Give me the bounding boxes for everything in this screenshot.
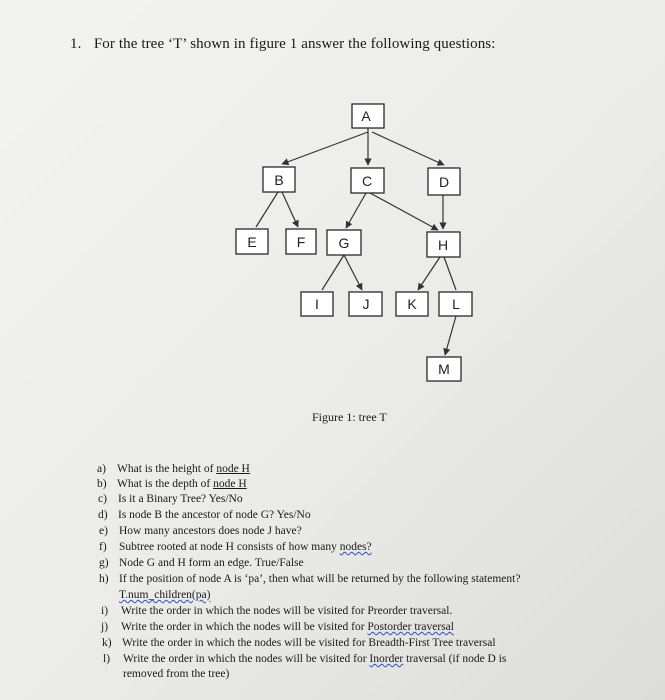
node-m — [427, 357, 461, 381]
figure-caption: Figure 1: tree T — [312, 410, 387, 424]
subquestion-e: e) How many ancestors does node J have? — [99, 525, 302, 537]
edge-c-g — [346, 193, 366, 228]
node-j-label: J — [362, 296, 370, 312]
subquestion-g: g) Node G and H form an edge. True/False — [99, 557, 304, 569]
edge-h-k — [418, 257, 440, 290]
question-text: For the tree ‘T’ shown in figure 1 answer the following questions: — [93, 36, 496, 52]
subquestion-l-continued: removed from the tree) — [123, 668, 230, 680]
node-b-label: B — [274, 172, 284, 188]
node-e — [236, 229, 268, 254]
edge-b-f — [282, 192, 298, 227]
subquestion-j: j) Write the order in which the nodes will be visited for Postorder traversal — [101, 621, 454, 633]
subquestion-b: b) What is the depth of node H — [97, 478, 247, 490]
node-l-label: L — [452, 296, 460, 312]
node-g-label: G — [338, 235, 350, 251]
node-a-label: A — [361, 108, 371, 124]
subquestion-k: k) Write the order in which the nodes will be visited for Breadth-First Tree traversal — [102, 637, 496, 649]
node-d-label: D — [438, 174, 450, 190]
edge-g-i — [322, 255, 344, 290]
edge-a-b — [282, 132, 368, 164]
node-m-label: M — [438, 361, 450, 377]
subquestion-l: l) Write the order in which the nodes will be visited for Inorder traversal (if node D is — [103, 653, 507, 665]
node-g — [327, 230, 361, 255]
edge-a-d — [372, 132, 444, 165]
subquestion-c: c) Is it a Binary Tree? Yes/No — [98, 493, 243, 505]
node-f — [286, 229, 316, 254]
node-j — [349, 292, 382, 316]
node-l — [439, 292, 472, 316]
node-f-label: F — [296, 234, 306, 250]
node-i-label: I — [315, 296, 319, 312]
node-h-label: H — [437, 237, 449, 253]
node-k — [396, 292, 428, 316]
node-c — [351, 168, 384, 193]
subquestion-a: a) What is the height of node H — [97, 463, 250, 475]
node-c-label: C — [361, 173, 373, 189]
subquestion-h-code: T.num_children(pa) — [119, 589, 211, 601]
node-i — [301, 292, 333, 316]
subquestion-i: i) Write the order in which the nodes will be visited for Preorder traversal. — [101, 605, 453, 617]
node-e-label: E — [247, 234, 257, 250]
question-number: 1. — [70, 36, 82, 52]
node-h — [427, 232, 460, 257]
subquestion-d: d) Is node B the ancestor of node G? Yes/No — [98, 509, 311, 521]
subquestion-h: h) If the position of node A is ‘pa’, then what will be returned by the following statement? — [99, 573, 521, 585]
edge-h-l — [444, 257, 456, 290]
edge-b-e — [256, 192, 278, 227]
edge-g-j — [344, 255, 362, 290]
edge-c-h — [370, 193, 438, 230]
node-b — [263, 167, 295, 192]
node-d — [428, 168, 460, 195]
node-a — [352, 104, 384, 128]
node-k-label: K — [407, 296, 417, 312]
subquestion-f: f) Subtree rooted at node H consists of how many nodes? — [99, 541, 372, 553]
edge-l-m — [445, 316, 456, 355]
